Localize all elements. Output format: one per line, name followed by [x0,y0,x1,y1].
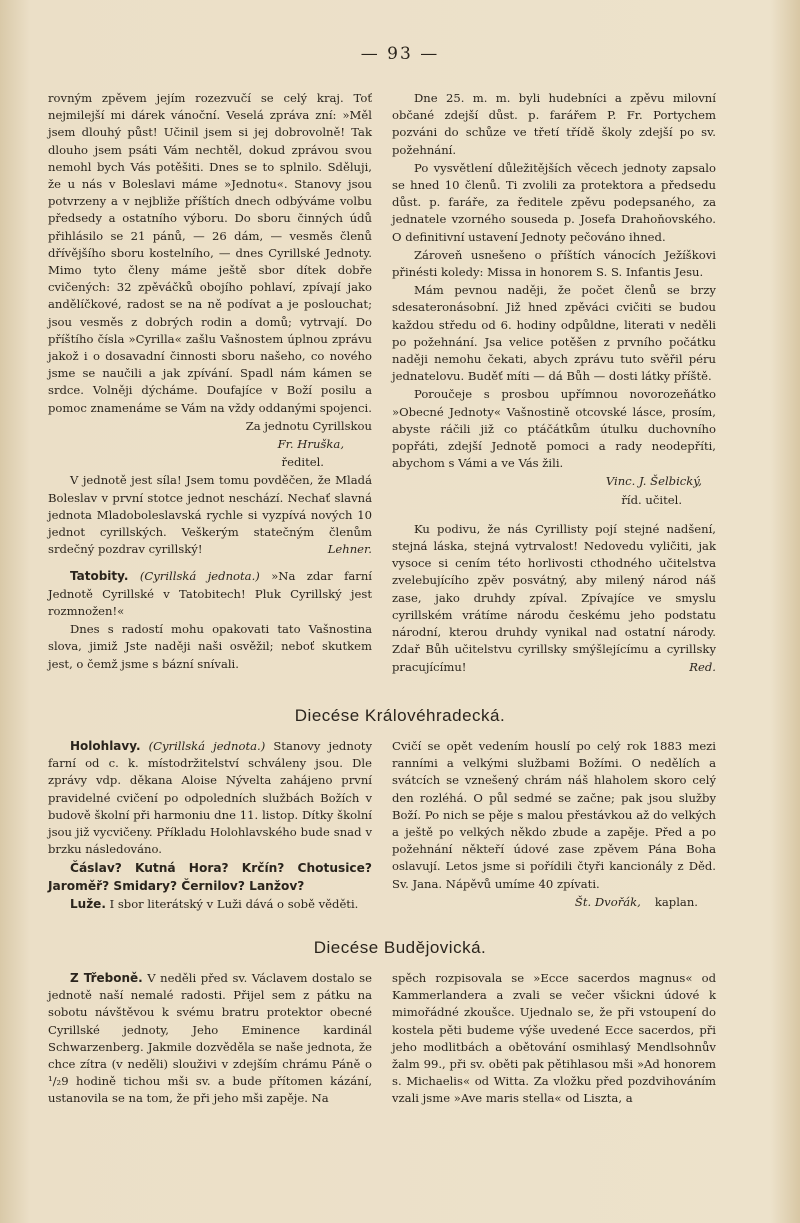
article-paragraph [48,568,372,620]
signature-name: Lehner. [327,542,372,557]
article-paragraph: Cvičí se opět vedením houslí po celý rok 1883 mezi ranními a velkými službami Božími. O nedělích a svátcích se vznešený chrám náš hlaholem skoro celý den rozléhá. O půl sedmé se začne; pak jsou služby Boží. Po nich se pěje s malou přestávkou až do velkých a ještě po velkých někdo zbude a zapěje. Před a po požehnání někteří údové zase zpěvem Pána Boha oslavují. Letos jsme si pořídili čtyři kancionály z Děd. Sv. Jana. Nápěvů umíme 40 zpívati. [392,739,716,891]
article-paragraph [48,472,372,558]
article-subheading: (Cyrillská jednota.) [148,739,266,753]
question-heading: Čáslav? Kutná Hora? Krčín? Chotusice? Jaroměř? Smidary? Černilov? Lanžov? [48,861,372,894]
article-heading: Tatobity. [70,569,129,584]
page-number: — 93 — [360,44,440,64]
signature-place: Za jednotu Cyrillskou [245,418,372,433]
section-title: Diecése Královéhradecká. [294,706,506,725]
signature-name: Vinc. J. Šelbický, [605,474,702,489]
article-paragraph [48,896,372,913]
signature-name: Red. [689,659,716,674]
paragraph-text: I sbor literátský v Luži dává o sobě věděti. [109,897,359,912]
article-paragraph: Zároveň usnešeno o příštích vánocích Ježíškovi přinésti koledy: Missa in honorem S. S. Infantis Jesu. [392,247,716,280]
section1-right-column [392,738,716,911]
signature-role: ředitel. [281,455,324,470]
article-paragraph: Po vysvětlení důležitějších věcech jednoty zapsalo se hned 10 členů. Ti zvolili za protektora a předsedu důst. p. faráře, za ředitele zpěvu podepsaného, za jednatele vzorného souseda p. Josefa Drahoňovského. O definitivní ustavení Jednoty pečováno ihned. [392,160,716,244]
paragraph-text: Ku podivu, že nás Cyrillisty pojí stejné nadšení, stejná láska, stejná vytrvalost! Nedovedu vyličiti, jak vysoce si cením této horlivosti cthodného učitelstva zvelebujícího zpěv posvátný, aby milený národ náš zase, jako druhdy zpíval. Zpívajíce ve smyslu cyrillském vrátíme národu českému jeho podstatu národní, kterou druhdy vynikal nad ostatní národy. Zdař Bůh učitelstvu cyrillsky smýšlejícímu a cyrillsky pracujícímu! [392,521,716,674]
article-subheading: (Cyrillská jednota.) [139,569,260,584]
section1-left-column [48,738,372,914]
article-paragraph [392,521,716,676]
paragraph-text: V neděli před sv. Václavem dostalo se jednotě naší nemalé radosti. Přijel sem z pátku na sobotu návštěvou k svému bratru protektor obecné Cyrillské jednoty, Jeho Eminence kardinál Schwarzenberg. Jakmile dozvěděla se naše jednota, že chce zítra (v neděli) slouživi v zdejším chrámu Páně o [48,971,372,1072]
article-paragraph: Mám pevnou naději, že počet členů se brzy sdesateronásobní. Již hned zpěváci cvičiti se budou každou středu od 6. hodiny odpůldne, literati v neděli po požehnání. Jsa velice potěšen z prvního počátku naději nemohu čekati, abych zprávu tuto svěřil péru jednatelovu. Buděť míti — dá Bůh — dosti látky příště. [392,283,716,384]
section2-right-column [392,970,716,1108]
paragraph-text: »Na zdar farní Jednotě Cyrillské v Tatobitech! Pluk Cyrillský jest rozmnožen!« [48,569,373,618]
paragraph-text: Stanovy jednoty farní od c. k. místodržitelství schváleny jsou. Dle zprávy vdp. děkana Aloise Nývelta zahájeno první pravidelné cvičení po odpoledních službách Božích v budově školní při harmoniu dne 11. listop. Dítky školní jsou již vycvičeny. Příkladu Holohlavského bude snad v brzku následováno. [48,739,373,857]
article-heading: Holohlavy. [70,739,141,753]
signature-name: Št. Dvořák, [574,894,641,909]
section-title: Diecése Budějovická. [313,938,487,957]
top-left-column [48,90,372,673]
paragraph-text: 9 hodině tichou mši sv. a bude přítomen kázání, ustanovila se na tom, že při jeho mši zapěje. Na [48,1074,372,1106]
signature-role: říd. učitel. [621,492,682,507]
signature-name: Fr. Hruška, [277,437,344,452]
fraction: ¹/₂ [48,1074,62,1089]
signature-role: kaplan. [654,894,698,909]
article-heading: Z Třeboně. [70,971,143,985]
paragraph-text: V jednotě jest síla! Jsem tomu povděčen, že Mladá Boleslav v první stotce jednot neschází. Nechať slavná jednota Mladoboleslavská rychle si vyzpívá nových 10 jednot cyrillských. Veškerým statečným členům srdečný pozdrav cyrillský! [48,473,372,557]
article-paragraph: rovným zpěvem jejím rozezvučí se celý kraj. Toť nejmilejší mi dárek vánoční. Veselá zpráva zní: »Měl jsem dlouhý půst! Učinil jsem si jej dobrovolně! Tak dlouho jsem psáti Vám nechtěl, dokud zprávou svou nemohl bych Vás potěšiti. Dnes se to splnilo. Sděluji, že u nás v Boleslavi máme »Jednotu«. Stanovy jsou potvrzeny a v nejbliže příštích dnech odbýváme volbu předsedy a ostatního výboru. Do sboru činných údů přihlásilo se 21 pánů, — 26 dám, — vesměs členů dřívějšího sboru kostelního, — dnes Cyrillské Jednoty. Mimo tyto členy máme ještě sbor dítek dobře cvičených: 32 zpěváčků obojího pohlaví, zpívají jako andělíčkové, radost se na ně podívat a je poslouchat; jsou vesměs z dobrých rodin a domů; vytrvají. Do příštího čísla »Cyrilla« zašlu Vašnostem úplnou zprávu jakož i o dosavadní činnosti sboru našeho, co nového jsme se naučili a jak zpívání. Spadl nám kámen se srdce. Volněji dýcháme. Doufajíce v Boží posilu a pomoc znamenáme se Vám na vždy oddanými spojenci. [48,91,372,415]
signature-row [392,894,716,911]
article-heading: Luže. [70,897,106,912]
section2-left-column [48,970,372,1108]
article-paragraph: Dnes s radostí mohu opakovati tato Vašnostina slova, jimiž Jste naději naši osvěžil; neboť skutkem jest, o čemž jsme s bázní snívali. [48,622,372,671]
article-paragraph: Poroučeje s prosbou upřímnou novorozeňátko »Obecné Jednoty« Vašnostině otcovské lásce, prosím, abyste ráčili již co ptáčátkům útulku duchovního popřáti, zdejší Jednotě pomoci a rady neodepříti, abychom s Vámi a ve Vás žili. [392,387,716,471]
top-right-column [392,90,716,676]
article-paragraph: spěch rozpisovala se »Ecce sacerdos magnus« od Kammerlandera a zvali se večer všickni údové k mimořádné zkoušce. Ujednalo se, že při vstoupení do kostela pěti budeme výše uvedené Ecce sacerdos, při jeho modlitbách a obětování osmihlasý Mendlsohnův žalm 99., při sv. oběti pak pětihlasou mši »Ad honorem s. Michaelis« od Witta. Za vložku před pozdvihováním vzali jsme »Ave maris stella« od Liszta, a [392,971,716,1106]
article-paragraph [48,738,372,858]
article-paragraph [48,970,372,1108]
article-paragraph: Dne 25. m. m. byli hudebníci a zpěvu milovní občané zdejší důst. p. farářem P. Fr. Portychem pozváni do schůze ve třetí třídě školy zdejší po sv. požehnání. [392,91,716,157]
